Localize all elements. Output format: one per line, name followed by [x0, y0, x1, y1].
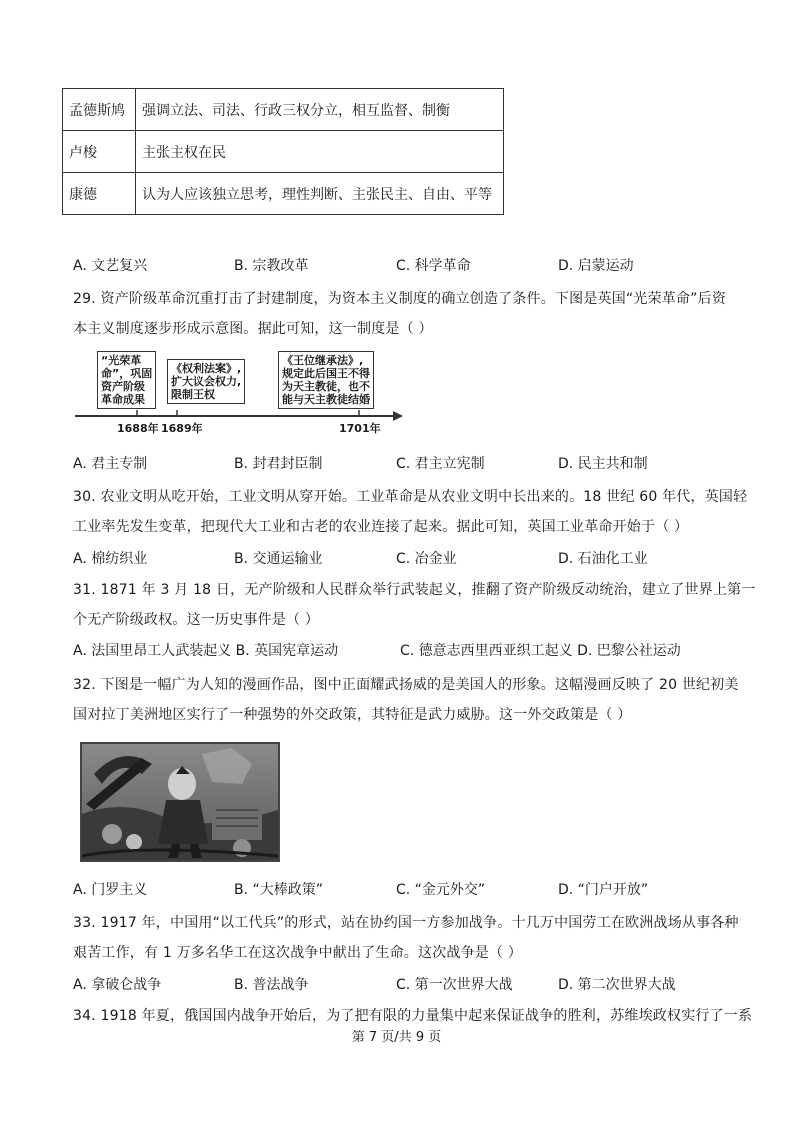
q30-option-b[interactable]: B. 交通运输业 [234, 551, 323, 567]
timeline-diagram [75, 345, 405, 435]
q31-option-ab[interactable]: A. 法国里昂工人武装起义 B. 英国宪章运动 [73, 643, 339, 659]
q32-option-d[interactable]: D. “门户开放” [558, 882, 649, 898]
table-cell-desc: 主张主权在民 [136, 131, 504, 173]
box-line: 命”，巩固 [101, 367, 153, 380]
q29-option-a[interactable]: A. 君主专制 [73, 456, 148, 472]
q30-option-d[interactable]: D. 石油化工业 [558, 551, 648, 567]
q30-option-c[interactable]: C. 冶金业 [396, 551, 457, 567]
box-line: “光荣革 [101, 354, 142, 367]
q29-stem-line1: 29. 资产阶级革命沉重打击了封建制度，为资本主义制度的确立创造了条件。下图是英国“光荣革命”后资 [73, 291, 727, 307]
box-line: 能与天主教徒结婚 [282, 393, 370, 406]
q30-option-a[interactable]: A. 棉纺织业 [73, 551, 148, 567]
box-line: 规定此后国王不得 [282, 367, 370, 380]
q33-option-a[interactable]: A. 拿破仑战争 [73, 977, 162, 993]
q30-stem-line1: 30. 农业文明从吃开始，工业文明从穿开始。工业革命是从农业文明中长出来的。18 世纪 60 年代，英国轻 [73, 489, 748, 505]
page-number-footer: 第 7 页/共 9 页 [351, 1030, 442, 1045]
table-cell-name: 孟德斯鸠 [63, 89, 136, 131]
table-row [63, 131, 504, 173]
big-stick-cartoon-image [80, 742, 280, 862]
q28-option-d[interactable]: D. 启蒙运动 [558, 258, 634, 274]
q28-option-c[interactable]: C. 科学革命 [396, 258, 471, 274]
timeline-year-1689: 1689年 [161, 422, 203, 435]
q32-option-b[interactable]: B. “大棒政策” [234, 882, 324, 898]
q33-option-b[interactable]: B. 普法战争 [234, 977, 309, 993]
q32-stem-line1: 32. 下图是一幅广为人知的漫画作品，图中正面耀武扬威的是美国人的形象。这幅漫画反映了 20 世纪初美 [73, 677, 739, 693]
table-cell-name: 康德 [63, 173, 136, 215]
table-cell-desc: 强调立法、司法、行政三权分立，相互监督、制衡 [136, 89, 504, 131]
timeline-box-glorious-revolution [97, 351, 156, 409]
box-line: 《权利法案》, [171, 362, 242, 375]
box-line: 《王位继承法》, [282, 354, 364, 367]
q33-stem-line2: 艰苦工作，有 1 万多名华工在这次战争中献出了生命。这次战争是（ ） [73, 945, 523, 961]
table-row [63, 89, 504, 131]
box-line: 革命成果 [101, 393, 145, 406]
q32-stem-line2: 国对拉丁美洲地区实行了一种强势的外交政策，其特征是武力威胁。这一外交政策是（ ） [73, 707, 632, 723]
philosophers-table [62, 88, 504, 215]
q33-option-d[interactable]: D. 第二次世界大战 [558, 977, 676, 993]
q33-stem-line1: 33. 1917 年，中国用“以工代兵”的形式，站在协约国一方参加战争。十几万中国劳工在欧洲战场从事各种 [73, 915, 739, 931]
q33-option-c[interactable]: C. 第一次世界大战 [396, 977, 513, 993]
table-cell-name: 卢梭 [63, 131, 136, 173]
q29-option-b[interactable]: B. 封君封臣制 [234, 456, 323, 472]
q31-stem-line2: 个无产阶级政权。这一历史事件是（ ） [73, 612, 320, 628]
q31-stem-line1: 31. 1871 年 3 月 18 日，无产阶级和人民群众举行武装起义，推翻了资产阶级反动统治，建立了世界上第一 [73, 582, 756, 598]
box-line: 扩大议会权力, [171, 375, 242, 388]
q32-option-a[interactable]: A. 门罗主义 [73, 882, 148, 898]
q34-stem-line1: 34. 1918 年夏，俄国国内战争开始后，为了把有限的力量集中起来保证战争的胜利，苏维埃政权实行了一系 [73, 1008, 753, 1024]
q28-option-a[interactable]: A. 文艺复兴 [73, 258, 148, 274]
box-line: 为天主教徒，也不 [282, 380, 370, 393]
q29-option-c[interactable]: C. 君主立宪制 [396, 456, 485, 472]
q29-stem-line2: 本主义制度逐步形成示意图。据此可知，这一制度是（ ） [73, 321, 433, 337]
q32-option-c[interactable]: C. “金元外交” [396, 882, 486, 898]
table-cell-desc: 认为人应该独立思考，理性判断、主张民主、自由、平等 [136, 173, 504, 215]
table-row [63, 173, 504, 215]
q28-option-b[interactable]: B. 宗教改革 [234, 258, 309, 274]
box-line: 限制王权 [171, 388, 215, 401]
timeline-box-bill-of-rights [167, 359, 245, 404]
q31-option-cd[interactable]: C. 德意志西里西亚织工起义 D. 巴黎公社运动 [400, 643, 681, 659]
timeline-box-act-of-settlement [278, 351, 374, 409]
q30-stem-line2: 工业率先发生变革，把现代大工业和古老的农业连接了起来。据此可知，英国工业革命开始于（ ） [73, 519, 689, 535]
box-line: 资产阶级 [101, 380, 145, 393]
timeline-year-1701: 1701年 [339, 422, 381, 435]
q29-option-d[interactable]: D. 民主共和制 [558, 456, 648, 472]
timeline-year-1688: 1688年 [117, 422, 159, 435]
